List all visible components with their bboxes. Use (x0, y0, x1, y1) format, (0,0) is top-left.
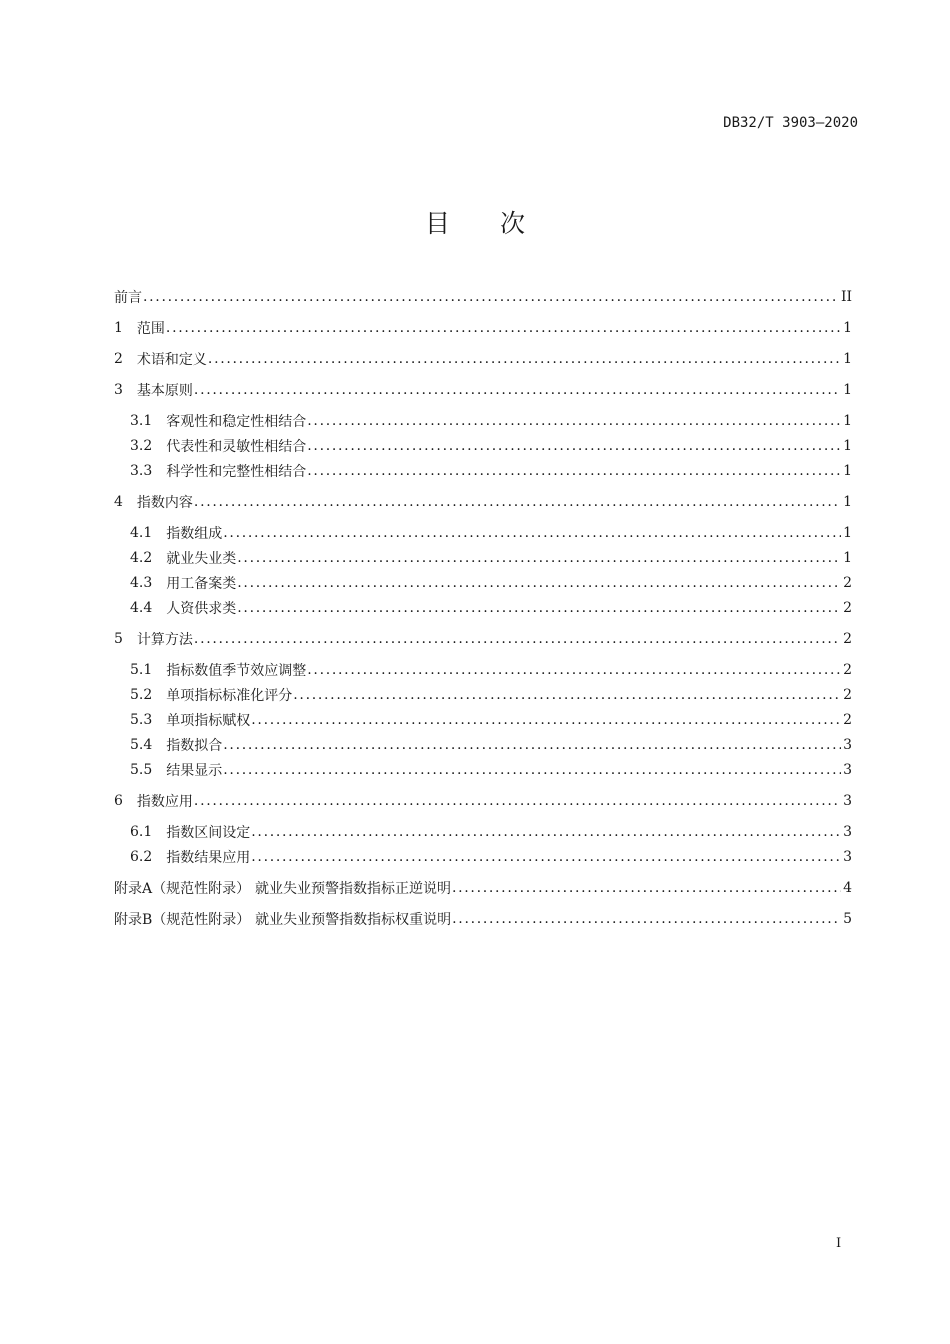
toc-entry-3-2[interactable] (130, 435, 852, 457)
toc-page: 1 (843, 382, 852, 398)
toc-entry-6-1[interactable] (130, 821, 852, 843)
toc-leader-dots (307, 463, 841, 479)
toc-page: 1 (843, 438, 852, 454)
toc-entry-3-3[interactable] (130, 460, 852, 482)
toc-number: 4.3 (130, 575, 153, 591)
toc-label: 指数内容 (136, 495, 193, 511)
toc-label: 基本原则 (136, 383, 193, 399)
toc-number: 4.1 (130, 525, 153, 541)
document-code: DB32/T 3903—2020 (723, 115, 858, 131)
toc-entry-5-2[interactable] (130, 684, 852, 706)
toc-page: 2 (843, 712, 852, 728)
toc-label: 结果显示 (166, 763, 223, 779)
toc-entry-foreword[interactable] (114, 286, 852, 308)
toc-page: 2 (843, 687, 852, 703)
toc-number: 附录B（规范性附录） (114, 912, 251, 928)
toc-entry-4-2[interactable] (130, 547, 852, 569)
toc-page: 3 (843, 824, 852, 840)
toc-label: 就业失业预警指数指标正逆说明 (254, 881, 451, 897)
toc-label: 科学性和完整性相结合 (166, 464, 307, 480)
toc-number: 6.2 (130, 849, 153, 865)
toc-label: 指标数值季节效应调整 (166, 663, 307, 679)
toc-entry-6[interactable] (114, 790, 852, 812)
toc-entry-5-4[interactable] (130, 734, 852, 756)
toc-entry-3[interactable] (114, 379, 852, 401)
toc-page: 3 (843, 762, 852, 778)
toc-number: 4.2 (130, 550, 153, 566)
toc-leader-dots (237, 550, 841, 566)
toc-label: 单项指标赋权 (166, 713, 251, 729)
toc-label: 就业失业预警指数指标权重说明 (255, 912, 452, 928)
toc-label: 术语和定义 (136, 352, 207, 368)
toc-label: 就业失业类 (166, 551, 237, 567)
toc-number: 附录A（规范性附录） (114, 881, 251, 897)
toc-leader-dots (194, 631, 841, 647)
toc-page: 2 (843, 631, 852, 647)
toc-page: 5 (843, 911, 852, 927)
toc-page: 4 (843, 880, 852, 896)
toc-number: 4.4 (130, 600, 153, 616)
toc-number: 3.2 (130, 438, 153, 454)
toc-leader-dots (293, 687, 841, 703)
toc-leader-dots (166, 320, 841, 336)
toc-label: 计算方法 (136, 632, 193, 648)
toc-entry-5[interactable] (114, 628, 852, 650)
toc-entry-5-1[interactable] (130, 659, 852, 681)
toc-leader-dots (223, 737, 841, 753)
toc-leader-dots (223, 525, 841, 541)
page-title: 目次 (424, 209, 575, 238)
toc-page: 3 (843, 849, 852, 865)
toc-leader-dots (251, 824, 841, 840)
toc-entry-3-1[interactable] (130, 410, 852, 432)
toc-page: 1 (843, 494, 852, 510)
toc-leader-dots (237, 575, 841, 591)
toc-entry-4-4[interactable] (130, 597, 852, 619)
toc-leader-dots (307, 662, 841, 678)
toc-page: 2 (843, 600, 852, 616)
toc-leader-dots (452, 880, 841, 896)
toc-leader-dots (251, 712, 841, 728)
toc-label: 指数组成 (166, 526, 223, 542)
toc-leader-dots (208, 351, 841, 367)
toc-entry-4[interactable] (114, 491, 852, 513)
toc-number: 6 (114, 793, 123, 809)
toc-number: 4 (114, 494, 123, 510)
toc-number: 5.2 (130, 687, 153, 703)
toc-label: 客观性和稳定性相结合 (166, 414, 307, 430)
toc-leader-dots (194, 793, 841, 809)
toc-page: 2 (843, 575, 852, 591)
toc-page: 1 (843, 413, 852, 429)
toc-number: 1 (114, 320, 123, 336)
toc-leader-dots (223, 762, 841, 778)
toc-leader-dots (143, 289, 839, 305)
toc-label: 单项指标标准化评分 (166, 688, 293, 704)
toc-entry-appendix-a[interactable] (114, 877, 852, 899)
toc-entry-appendix-b[interactable] (114, 908, 852, 930)
toc-page: 1 (843, 525, 852, 541)
toc-number: 5.4 (130, 737, 153, 753)
toc-number: 3.1 (130, 413, 153, 429)
toc-entry-1[interactable] (114, 317, 852, 339)
toc-number: 5.5 (130, 762, 153, 778)
toc-page: II (840, 289, 852, 305)
toc-entry-5-5[interactable] (130, 759, 852, 781)
toc-label: 人资供求类 (166, 601, 237, 617)
toc-page: 1 (843, 550, 852, 566)
toc-entry-5-3[interactable] (130, 709, 852, 731)
page-number: I (836, 1236, 842, 1251)
toc-number: 3 (114, 382, 123, 398)
toc-label: 范围 (136, 321, 165, 337)
toc-entry-4-3[interactable] (130, 572, 852, 594)
toc-number: 5 (114, 631, 123, 647)
toc-leader-dots (237, 600, 841, 616)
toc-page: 1 (843, 463, 852, 479)
toc-entry-2[interactable] (114, 348, 852, 370)
toc-leader-dots (194, 494, 841, 510)
toc-label: 指数区间设定 (166, 825, 251, 841)
toc-leader-dots (307, 413, 841, 429)
toc-page: 3 (843, 793, 852, 809)
toc-page: 1 (843, 351, 852, 367)
toc-leader-dots (194, 382, 841, 398)
toc-leader-dots (251, 849, 841, 865)
toc-page: 1 (843, 320, 852, 336)
toc-number: 6.1 (130, 824, 153, 840)
toc-entry-6-2[interactable] (130, 846, 852, 868)
toc-label: 指数应用 (136, 794, 193, 810)
toc-leader-dots (452, 911, 841, 927)
toc-label: 指数拟合 (166, 738, 223, 754)
toc-number: 2 (114, 351, 123, 367)
toc-label: 指数结果应用 (166, 850, 251, 866)
toc-entry-4-1[interactable] (130, 522, 852, 544)
toc-label: 用工备案类 (166, 576, 237, 592)
toc-label: 前言 (114, 290, 142, 306)
toc-number: 5.1 (130, 662, 153, 678)
toc-number: 3.3 (130, 463, 153, 479)
toc-number: 5.3 (130, 712, 153, 728)
toc-leader-dots (307, 438, 841, 454)
toc-page: 3 (843, 737, 852, 753)
toc-label: 代表性和灵敏性相结合 (166, 439, 307, 455)
toc-page: 2 (843, 662, 852, 678)
